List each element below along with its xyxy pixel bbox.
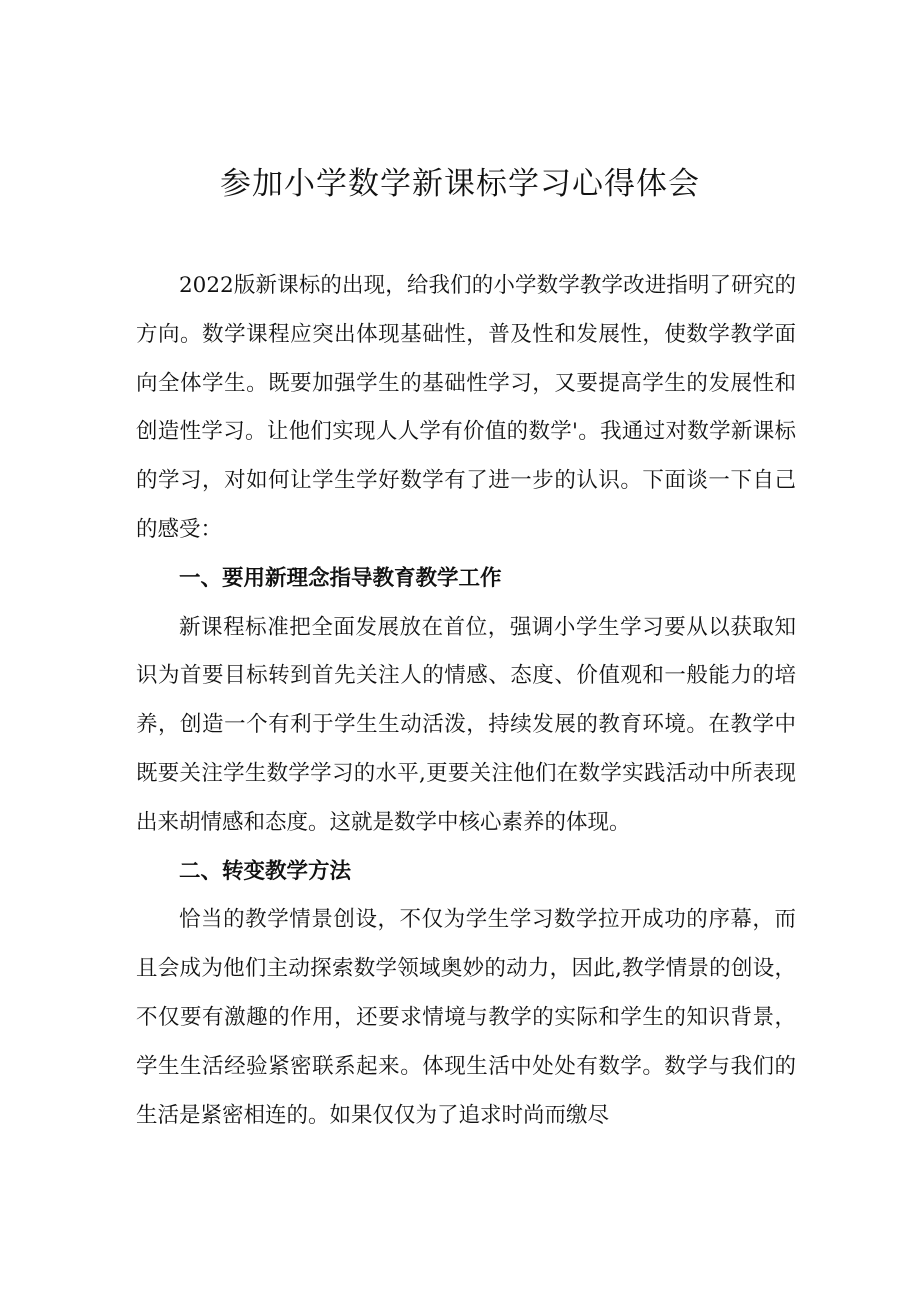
document-body <box>136 262 796 1140</box>
document-title: 参加小学数学新课标学习心得体会 <box>220 166 700 202</box>
section-heading-2: 二、转变教学方法 <box>179 858 352 884</box>
paragraph-intro: 2022版新课标的出现，给我们的小学数学教学改进指明了研究的方向。数学课程应突出体现基础性，普及性和发展性，使数学教学面向全体学生。既要加强学生的基础性学习，又要提高学生的发展性和创造性学习。让他们实现人人学有价值的数学'。我通过对数学新课标的学习，对如何让学生学好数学有了进一步的认识。下面谈一下自己的感受： <box>136 273 796 542</box>
paragraph-new-concepts: 新课程标准把全面发展放在首位，强调小学生学习要从以获取知识为首要目标转到首先关注人的情感、态度、价值观和一般能力的培养，创造一个有利于学生生动活泼，持续发展的教育环境。在教学中既要关注学生数学学习的水平,更要关注他们在数学实践活动中所表现出来胡情感和态度。这就是数学中核心素养的体现。 <box>136 614 796 835</box>
paragraph-teaching-methods: 恰当的教学情景创设，不仅为学生学习数学拉开成功的序幕，而且会成为他们主动探索数学领域奥妙的动力，因此,教学情景的创设，不仅要有激趣的作用，还要求情境与教学的实际和学生的知识背景，学生生活经验紧密联系起来。体现生活中处处有数学。数学与我们的生活是紧密相连的。如果仅仅为了追求时尚而缴尽 <box>136 907 796 1128</box>
section-heading-1: 一、要用新理念指导教育教学工作 <box>179 565 502 591</box>
